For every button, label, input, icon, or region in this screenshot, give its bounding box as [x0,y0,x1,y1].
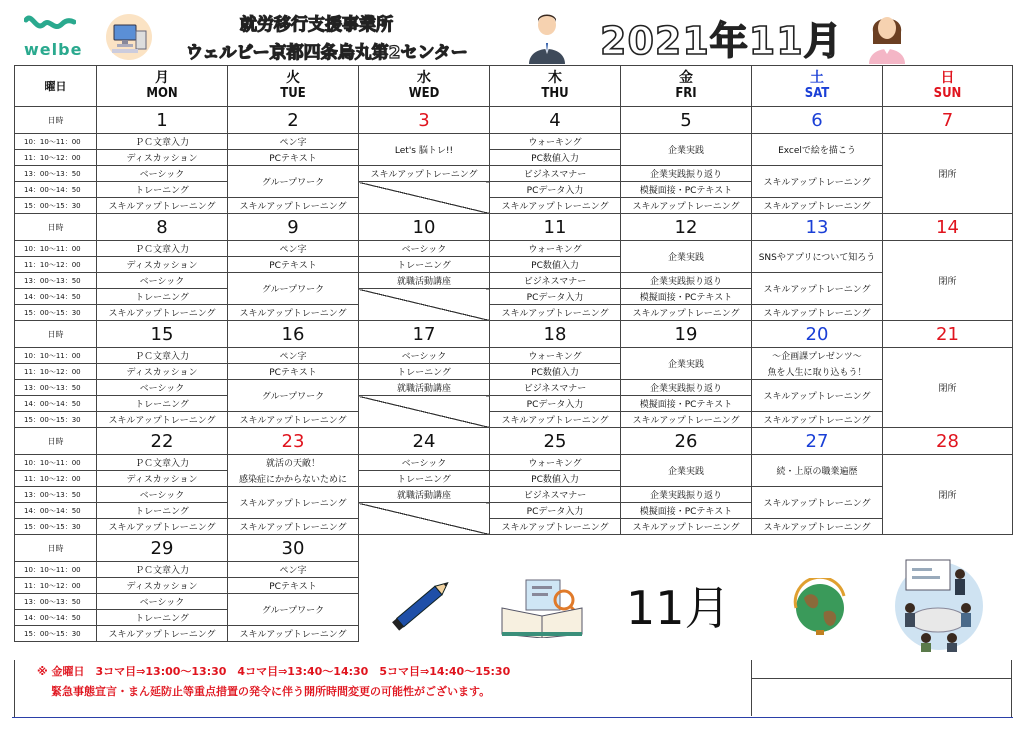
time-slot-row [15,380,1013,396]
date-cell: 2 [228,107,359,134]
computer-icon [104,13,154,61]
class-cell: Let's 脳トレ!! [359,134,490,166]
time-slot-row [15,455,1013,471]
date-cell: 8 [97,214,228,241]
class-cell: PCテキスト [228,257,359,273]
class-cell: スキルアップトレーニング [97,198,228,214]
class-cell: ～企画課プレゼンツ～ [752,348,883,364]
class-cell: 企業実践 [621,134,752,166]
class-cell: ウォーキング [490,134,621,150]
class-cell: PC数値入力 [490,471,621,487]
time-slot: 10：10～11：00 [15,455,97,471]
woman-icon [866,10,908,64]
class-cell: ビジネスマナー [490,166,621,182]
date-cell-sunday: 21 [883,321,1013,348]
date-row-label: 日時 [15,107,97,134]
class-cell: グループワーク [228,594,359,626]
class-cell: トレーニング [97,396,228,412]
class-cell: スキルアップトレーニング [228,305,359,321]
date-cell: 26 [621,428,752,455]
class-cell: ビジネスマナー [490,273,621,289]
class-cell: ベーシック [359,455,490,471]
class-cell: ペン字 [228,241,359,257]
date-cell: 12 [621,214,752,241]
date-cell: 30 [228,535,359,562]
class-cell: 模擬面接・PCテキスト [621,182,752,198]
date-cell-sunday: 7 [883,107,1013,134]
weekday-sun: 日 SUN [883,66,1013,107]
date-cell-sunday: 28 [883,428,1013,455]
date-cell: 1 [97,107,228,134]
class-cell: 魚を人生に取り込もう！ [752,364,883,380]
class-cell: ベーシック [97,380,228,396]
class-cell: PCデータ入力 [490,182,621,198]
friday-schedule-note: ※ 金曜日 3コマ目⇒13:00～13:30 4コマ目⇒13:40～14:30 5コマ目⇒14:40～15:30 [37,665,511,678]
closed-cell: 閉所 [883,134,1013,214]
class-cell: スキルアップトレーニング [621,519,752,535]
time-slot-row [15,134,1013,150]
time-slot: 13：00～13：50 [15,594,97,610]
class-cell: トレーニング [359,364,490,380]
date-cell: 22 [97,428,228,455]
date-cell-sunday: 14 [883,214,1013,241]
date-cell: 9 [228,214,359,241]
class-cell: ペン字 [228,348,359,364]
class-cell: 企業実践 [621,348,752,380]
globe-icon [790,578,852,636]
time-slot: 13：00～13：50 [15,487,97,503]
time-slot: 10：10～11：00 [15,241,97,257]
empty-slot [359,503,490,535]
class-cell: PC数値入力 [490,364,621,380]
class-cell: ＰＣ文章入力 [97,562,228,578]
time-slot-row [15,241,1013,257]
date-cell: 4 [490,107,621,134]
class-cell: PCテキスト [228,364,359,380]
time-slot-row [15,305,1013,321]
class-cell: スキルアップトレーニング [752,380,883,412]
class-cell: スキルアップトレーニング [752,166,883,198]
class-cell: 就職活動講座 [359,273,490,289]
class-cell: ベーシック [97,273,228,289]
time-slot: 11：10～12：00 [15,471,97,487]
footer-divider [751,678,1011,679]
time-slot: 15：00～15：30 [15,626,97,642]
office-name-line2: ウェルビー京都四条烏丸第2センター [186,43,468,63]
class-cell: 就活の天敵！ [228,455,359,471]
time-slot: 10：10～11：00 [15,562,97,578]
class-cell: PC数値入力 [490,257,621,273]
class-cell: 感染症にかからないために [228,471,359,487]
class-cell: ディスカッション [97,578,228,594]
class-cell: 企業実践振り返り [621,487,752,503]
weekday-label: 曜日 [15,66,97,107]
class-cell: スキルアップトレーニング [621,305,752,321]
date-cell: 25 [490,428,621,455]
empty-slot [359,289,490,321]
date-row [15,214,1013,241]
weekday-sat: 土 SAT [752,66,883,107]
class-cell: スキルアップトレーニング [752,305,883,321]
class-cell: 模擬面接・PCテキスト [621,289,752,305]
time-slot: 13：00～13：50 [15,273,97,289]
time-slot: 11：10～12：00 [15,150,97,166]
date-cell-saturday: 6 [752,107,883,134]
date-row-label: 日時 [15,428,97,455]
class-cell: トレーニング [359,471,490,487]
weekday-mon: 月 MON [97,66,228,107]
class-cell: PC数値入力 [490,150,621,166]
date-cell-holiday: 3 [359,107,490,134]
class-cell: スキルアップトレーニング [228,519,359,535]
time-slot: 11：10～12：00 [15,364,97,380]
time-slot: 15：00～15：30 [15,519,97,535]
office-name-line1: 就労移行支援事業所 [240,15,393,35]
class-cell: スキルアップトレーニング [752,487,883,519]
class-cell: スキルアップトレーニング [97,519,228,535]
class-cell: スキルアップトレーニング [490,305,621,321]
time-slot-row [15,166,1013,182]
class-cell: グループワーク [228,273,359,305]
time-slot-row [15,519,1013,535]
class-cell: スキルアップトレーニング [490,198,621,214]
pencil-icon [386,576,458,634]
class-cell: スキルアップトレーニング [490,412,621,428]
class-cell: 続・上原の職業遍歴 [752,455,883,487]
class-cell: SNSやアプリについて知ろう [752,241,883,273]
class-cell: トレーニング [97,610,228,626]
date-cell: 18 [490,321,621,348]
date-cell: 29 [97,535,228,562]
weekday-fri: 金 FRI [621,66,752,107]
date-cell: 10 [359,214,490,241]
class-cell: トレーニング [97,289,228,305]
class-cell: スキルアップトレーニング [228,626,359,642]
class-cell: 就職活動講座 [359,487,490,503]
footer-notes [14,660,1012,718]
weekday-thu: 木 THU [490,66,621,107]
time-slot: 14：00～14：50 [15,610,97,626]
class-cell: ビジネスマナー [490,487,621,503]
class-cell: スキルアップトレーニング [97,305,228,321]
time-slot: 11：10～12：00 [15,257,97,273]
class-cell: トレーニング [359,257,490,273]
date-cell-saturday: 27 [752,428,883,455]
logo-text: welbe [24,40,83,59]
class-cell: PCデータ入力 [490,289,621,305]
businessman-icon [527,12,567,64]
date-cell-saturday: 20 [752,321,883,348]
time-slot: 14：00～14：50 [15,503,97,519]
time-slot-row [15,364,1013,380]
time-slot: 14：00～14：50 [15,396,97,412]
date-cell: 11 [490,214,621,241]
class-cell: PCテキスト [228,150,359,166]
date-cell-saturday: 13 [752,214,883,241]
class-cell: スキルアップトレーニング [752,519,883,535]
class-cell: ＰＣ文章入力 [97,134,228,150]
bottom-illustrations [358,548,1012,660]
class-cell: グループワーク [228,166,359,198]
welbe-logo-icon [24,14,76,36]
class-cell: スキルアップトレーニング [621,412,752,428]
class-cell: ベーシック [359,348,490,364]
time-slot: 10：10～11：00 [15,348,97,364]
class-cell: スキルアップトレーニング [490,519,621,535]
date-cell: 15 [97,321,228,348]
class-cell: ディスカッション [97,257,228,273]
time-slot: 10：10～11：00 [15,134,97,150]
time-slot-row [15,487,1013,503]
class-cell: スキルアップトレーニング [97,412,228,428]
class-cell: 企業実践振り返り [621,166,752,182]
class-cell: スキルアップトレーニング [228,198,359,214]
class-cell: グループワーク [228,380,359,412]
class-cell: ビジネスマナー [490,380,621,396]
time-slot-row [15,412,1013,428]
bottom-month-label: 11月 [626,581,731,635]
class-cell: PCデータ入力 [490,503,621,519]
class-cell: ＰＣ文章入力 [97,241,228,257]
class-cell: ディスカッション [97,150,228,166]
empty-slot [359,182,490,214]
class-cell: 模擬面接・PCテキスト [621,503,752,519]
time-slot: 13：00～13：50 [15,166,97,182]
time-slot-row [15,348,1013,364]
time-slot: 15：00～15：30 [15,412,97,428]
class-cell: ディスカッション [97,471,228,487]
closed-cell: 閉所 [883,348,1013,428]
date-cell: 19 [621,321,752,348]
date-cell: 17 [359,321,490,348]
time-slot: 14：00～14：50 [15,289,97,305]
class-cell: スキルアップトレーニング [228,412,359,428]
class-cell: Excelで絵を描こう [752,134,883,166]
time-slot: 13：00～13：50 [15,380,97,396]
date-row-label: 日時 [15,535,97,562]
time-slot: 11：10～12：00 [15,578,97,594]
class-cell: ウォーキング [490,455,621,471]
class-cell: ベーシック [97,487,228,503]
class-cell: トレーニング [97,503,228,519]
emergency-notice: 緊急事態宣言・まん延防止等重点措置の発令に伴う開所時間変更の可能性がございます。 [51,685,491,698]
class-cell: スキルアップトレーニング [228,487,359,519]
class-cell: スキルアップトレーニング [621,198,752,214]
footer-divider [751,660,752,716]
class-cell: 模擬面接・PCテキスト [621,396,752,412]
class-cell: スキルアップトレーニング [752,412,883,428]
date-cell-holiday: 23 [228,428,359,455]
weekday-header-row [15,66,1013,107]
date-cell: 16 [228,321,359,348]
class-cell: 企業実践振り返り [621,380,752,396]
class-cell: 企業実践 [621,455,752,487]
header [0,0,1027,66]
class-cell: ウォーキング [490,348,621,364]
class-cell: 企業実践 [621,241,752,273]
closed-cell: 閉所 [883,241,1013,321]
class-cell: トレーニング [97,182,228,198]
class-cell: 企業実践振り返り [621,273,752,289]
time-slot-row [15,198,1013,214]
class-cell: PCテキスト [228,578,359,594]
closed-cell: 閉所 [883,455,1013,535]
weekday-wed: 水 WED [359,66,490,107]
class-cell: スキルアップトレーニング [359,166,490,182]
class-cell: ベーシック [359,241,490,257]
class-cell: ベーシック [97,166,228,182]
class-cell: ペン字 [228,134,359,150]
date-row [15,428,1013,455]
date-cell: 5 [621,107,752,134]
date-row [15,321,1013,348]
class-cell: PCデータ入力 [490,396,621,412]
class-cell: スキルアップトレーニング [97,626,228,642]
date-row-label: 日時 [15,321,97,348]
meeting-icon [890,554,988,654]
time-slot: 14：00～14：50 [15,182,97,198]
date-cell: 24 [359,428,490,455]
date-row [15,107,1013,134]
class-cell: ペン字 [228,562,359,578]
time-slot: 15：00～15：30 [15,198,97,214]
class-cell: ＰＣ文章入力 [97,348,228,364]
class-cell: 就職活動講座 [359,380,490,396]
books-icon [498,578,588,638]
weekday-tue: 火 TUE [228,66,359,107]
month-title: 2021年11月 [600,19,843,63]
class-cell: スキルアップトレーニング [752,273,883,305]
class-cell: ディスカッション [97,364,228,380]
class-cell: ＰＣ文章入力 [97,455,228,471]
empty-slot [359,396,490,428]
page-bottom-border [12,717,1013,718]
class-cell: ベーシック [97,594,228,610]
time-slot: 15：00～15：30 [15,305,97,321]
class-cell: ウォーキング [490,241,621,257]
class-cell: スキルアップトレーニング [752,198,883,214]
date-row-label: 日時 [15,214,97,241]
time-slot-row [15,273,1013,289]
